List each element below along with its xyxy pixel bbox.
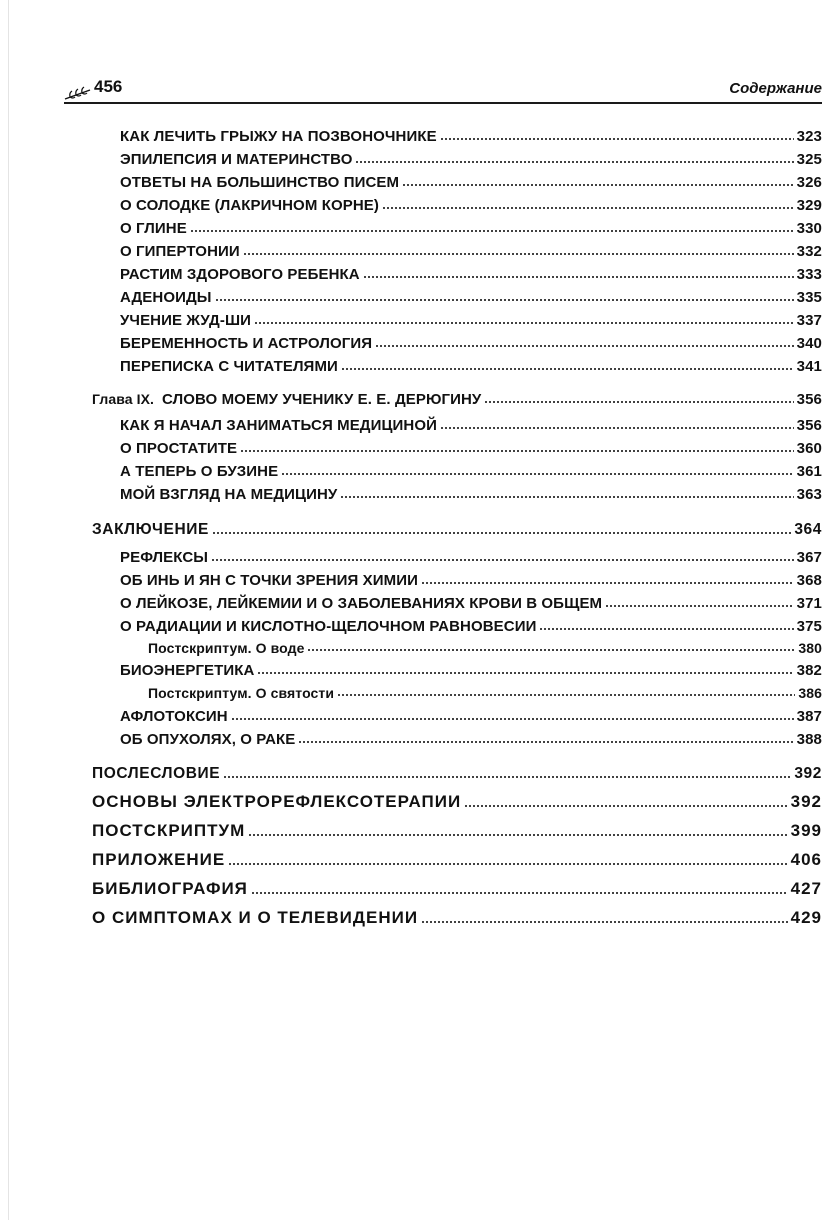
toc-entry-page: 388 <box>796 731 822 748</box>
toc-subentry-title: Постскриптум. О воде <box>148 640 305 656</box>
dot-leader <box>248 833 787 837</box>
dot-leader <box>281 472 793 476</box>
toc-entry-title: БИОЭНЕРГЕТИКА <box>120 662 255 679</box>
dot-leader <box>243 252 794 256</box>
toc-entry-title: УЧЕНИЕ ЖУД-ШИ <box>120 312 251 329</box>
toc-entry[interactable] <box>120 220 822 237</box>
dot-leader <box>337 693 795 697</box>
dot-leader <box>190 229 794 233</box>
toc-entry[interactable] <box>120 243 822 260</box>
dot-leader <box>340 495 793 499</box>
toc-entry-title: О ПРОСТАТИТЕ <box>120 440 238 457</box>
toc-entry-page: 360 <box>796 440 822 457</box>
toc-entry-title: О ГЛИНЕ <box>120 220 187 237</box>
toc-entry-page: 368 <box>796 572 822 589</box>
toc-entry-page: 364 <box>794 521 822 538</box>
toc-entry[interactable] <box>120 595 822 612</box>
dot-leader <box>421 581 794 585</box>
dot-leader <box>257 671 793 675</box>
dot-leader <box>484 400 793 404</box>
toc-entry-page: 392 <box>790 792 822 811</box>
toc-entry-page: 333 <box>796 266 822 283</box>
toc-entry-page: 380 <box>798 640 822 656</box>
toc-section-entry[interactable] <box>92 850 822 870</box>
toc-entry-page: 356 <box>796 391 822 408</box>
toc-entry-page: 332 <box>796 243 822 260</box>
toc-subentry-title: Постскриптум. О святости <box>148 685 335 701</box>
toc-entry-page: 375 <box>796 618 822 635</box>
toc-chapter-title <box>92 391 481 408</box>
toc-entry-title: АДЕНОИДЫ <box>120 289 212 306</box>
toc-entry[interactable] <box>120 289 822 306</box>
toc-entry-title: РАСТИМ ЗДОРОВОГО РЕБЕНКА <box>120 266 360 283</box>
toc-entry[interactable] <box>120 335 822 352</box>
toc-entry[interactable] <box>120 312 822 329</box>
dot-leader <box>382 206 794 210</box>
toc-entry-page: 361 <box>796 463 822 480</box>
toc-entry-page: 330 <box>796 220 822 237</box>
toc-entry-page: 427 <box>790 879 822 898</box>
toc-entry-title: А ТЕПЕРЬ О БУЗИНЕ <box>120 463 279 480</box>
toc-entry[interactable] <box>120 662 822 679</box>
toc-entry-page: 356 <box>796 417 822 434</box>
dot-leader <box>215 298 794 302</box>
toc-entry-page: 325 <box>796 151 822 168</box>
toc-entry[interactable] <box>120 572 822 589</box>
toc-entry-page: 386 <box>798 685 822 701</box>
toc-entry-page: 335 <box>796 289 822 306</box>
toc-section-title: О СИМПТОМАХ И О ТЕЛЕВИДЕНИИ <box>92 908 419 927</box>
toc-entry-title: ОБ ИНЬ И ЯН С ТОЧКИ ЗРЕНИЯ ХИМИИ <box>120 572 419 589</box>
toc-entry-page: 371 <box>796 595 822 612</box>
toc-entry-page: 363 <box>796 486 822 503</box>
toc-entry[interactable] <box>120 549 822 566</box>
toc-entry-title: О РАДИАЦИИ И КИСЛОТНО-ЩЕЛОЧНОМ РАВНОВЕСИИ <box>120 618 537 635</box>
dot-leader <box>254 321 794 325</box>
toc-entry-title: МОЙ ВЗГЛЯД НА МЕДИЦИНУ <box>120 486 338 503</box>
dot-leader <box>341 367 794 371</box>
toc-section-title: ОСНОВЫ ЭЛЕКТРОРЕФЛЕКСОТЕРАПИИ <box>92 792 462 811</box>
dot-leader <box>355 160 793 164</box>
toc-section-entry[interactable] <box>92 879 822 899</box>
toc-entry-page: 382 <box>796 662 822 679</box>
toc-entry-page: 399 <box>790 821 822 840</box>
toc-entry-title: О ГИПЕРТОНИИ <box>120 243 240 260</box>
toc-entry-page: 337 <box>796 312 822 329</box>
toc-section-entry[interactable] <box>92 521 822 539</box>
toc-section-entry[interactable] <box>92 765 822 783</box>
chapter-number: Глава IX. <box>92 391 155 407</box>
toc-entry-page: 392 <box>794 765 822 782</box>
fern-leaf-ornament-icon <box>64 84 92 102</box>
dot-leader <box>421 920 788 924</box>
toc-entry-page: 323 <box>796 128 822 145</box>
chapter-title-text: СЛОВО МОЕМУ УЧЕНИКУ Е. Е. ДЕРЮГИНУ <box>162 391 482 408</box>
dot-leader <box>307 648 795 652</box>
toc-entry[interactable] <box>120 440 822 457</box>
dot-leader <box>402 183 794 187</box>
page-number: 456 <box>94 77 123 96</box>
toc-subentry[interactable] <box>148 640 822 656</box>
page-edge-line <box>8 0 9 1220</box>
running-header-title: Содержание <box>729 80 822 97</box>
toc-section-entry[interactable] <box>92 821 822 841</box>
dot-leader <box>605 604 794 608</box>
toc-section-title: ЗАКЛЮЧЕНИЕ <box>92 521 209 538</box>
toc-entry[interactable] <box>120 731 822 748</box>
toc-entry-title: ПЕРЕПИСКА С ЧИТАТЕЛЯМИ <box>120 358 338 375</box>
toc-entry-page: 326 <box>796 174 822 191</box>
toc-entry[interactable] <box>120 618 822 635</box>
toc-entry[interactable] <box>120 174 822 191</box>
toc-section-title: ПОСТСКРИПТУМ <box>92 821 246 840</box>
toc-entry-title: КАК ЛЕЧИТЬ ГРЫЖУ НА ПОЗВОНОЧНИКЕ <box>120 128 437 145</box>
toc-chapter-entry[interactable] <box>92 391 822 408</box>
dot-leader <box>298 740 793 744</box>
toc-entry[interactable] <box>120 463 822 480</box>
toc-entry[interactable] <box>120 358 822 375</box>
toc-entry[interactable] <box>120 417 822 434</box>
toc-entry-title: ЭПИЛЕПСИЯ И МАТЕРИНСТВО <box>120 151 353 168</box>
toc-entry-title: ОТВЕТЫ НА БОЛЬШИНСТВО ПИСЕМ <box>120 174 400 191</box>
toc-entry[interactable] <box>120 197 822 214</box>
dot-leader <box>363 275 794 279</box>
dot-leader <box>223 775 791 779</box>
dot-leader <box>440 426 794 430</box>
toc-entry-title: БЕРЕМЕННОСТЬ И АСТРОЛОГИЯ <box>120 335 373 352</box>
toc-entry[interactable] <box>120 151 822 168</box>
toc-entry-title: О ЛЕЙКОЗЕ, ЛЕЙКЕМИИ И О ЗАБОЛЕВАНИЯХ КРОВИ В ОБЩЕМ <box>120 595 603 612</box>
toc-section-entry[interactable] <box>92 792 822 812</box>
toc-entry[interactable] <box>120 708 822 725</box>
toc-entry-title: ОБ ОПУХОЛЯХ, О РАКЕ <box>120 731 296 748</box>
dot-leader <box>212 531 791 535</box>
dot-leader <box>231 717 794 721</box>
toc-entry-page: 387 <box>796 708 822 725</box>
dot-leader <box>211 558 794 562</box>
toc-entry-title: КАК Я НАЧАЛ ЗАНИМАТЬСЯ МЕДИЦИНОЙ <box>120 417 437 434</box>
toc-section-entry[interactable] <box>92 908 822 928</box>
toc-entry-title: РЕФЛЕКСЫ <box>120 549 209 566</box>
dot-leader <box>539 627 793 631</box>
toc-entry-title: АФЛОТОКСИН <box>120 708 228 725</box>
dot-leader <box>251 891 788 895</box>
dot-leader <box>240 449 794 453</box>
toc-entry[interactable] <box>120 128 822 145</box>
toc-entry-page: 341 <box>796 358 822 375</box>
toc-entry-page: 329 <box>796 197 822 214</box>
dot-leader <box>464 804 787 808</box>
toc-section-title: БИБЛИОГРАФИЯ <box>92 879 248 898</box>
toc-entry-page: 406 <box>790 850 822 869</box>
page-header <box>64 78 822 104</box>
dot-leader <box>228 862 787 866</box>
toc-entry-page: 429 <box>790 908 822 927</box>
toc-entry-title: О СОЛОДКЕ (ЛАКРИЧНОМ КОРНЕ) <box>120 197 379 214</box>
toc-section-title: ПРИЛОЖЕНИЕ <box>92 850 226 869</box>
toc-entry-page: 367 <box>796 549 822 566</box>
toc-entry[interactable] <box>120 486 822 503</box>
toc-section-title: ПОСЛЕСЛОВИЕ <box>92 765 221 782</box>
toc-entry[interactable] <box>120 266 822 283</box>
dot-leader <box>440 137 794 141</box>
toc-entry-page: 340 <box>796 335 822 352</box>
dot-leader <box>375 344 794 348</box>
toc-subentry[interactable] <box>148 685 822 701</box>
